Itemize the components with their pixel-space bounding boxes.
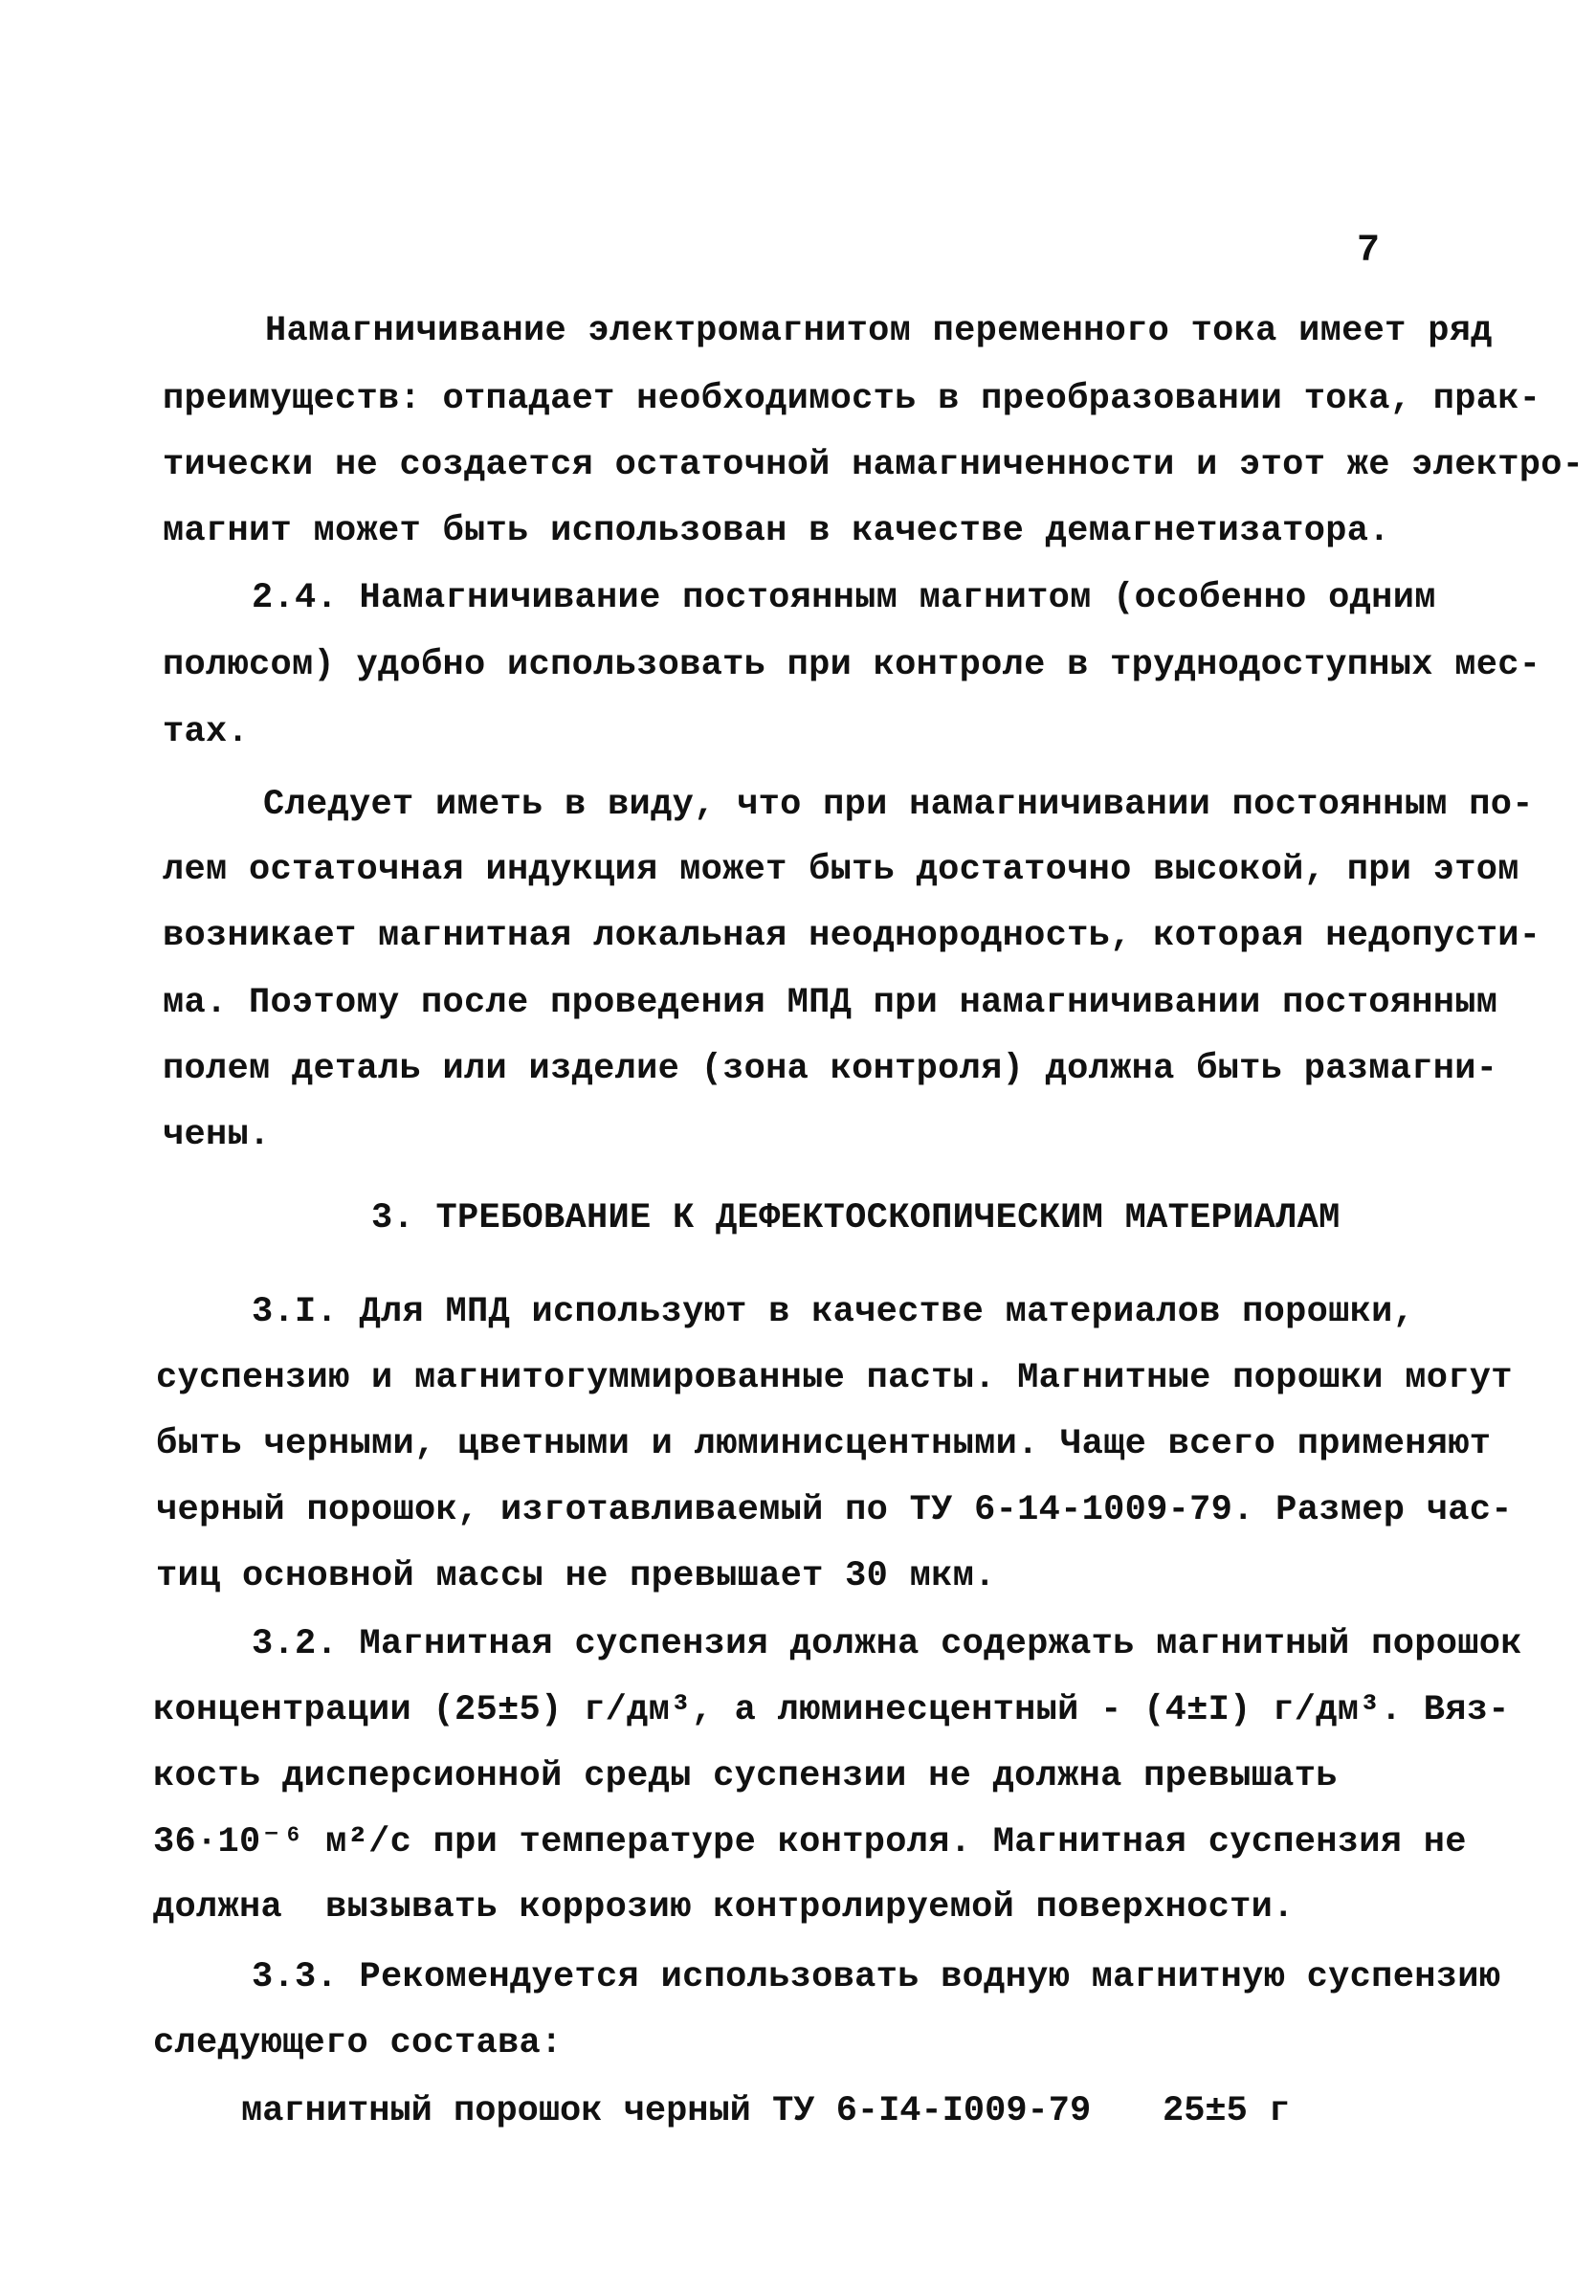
page-number: 7 [1357,230,1381,273]
text-line: Намагничивание электромагнитом переменного тока имеет ряд [265,311,1493,351]
text-line: полем деталь или изделие (зона контроля) должна быть размагни- [163,1049,1498,1089]
text-line: ма. Поэтому после проведения МПД при намагничивании постоянным [163,983,1498,1023]
text-line: 2.4. Намагничивание постоянным магнитом (особенно одним [252,578,1436,618]
text-line: должна вызывать коррозию контролируемой поверхности. [153,1887,1295,1928]
text-line: 3.3. Рекомендуется использовать водную магнитную суспензию [252,1957,1501,1997]
text-line: 3.2. Магнитная суспензия должна содержать магнитный порошок [252,1624,1522,1664]
text-line: черный порошок, изготавливаемый по ТУ 6-14-1009-79. Размер час- [156,1490,1513,1530]
text-line: тиц основной массы не превышает 30 мкм. [156,1556,996,1596]
section-heading: 3. ТРЕБОВАНИЕ К ДЕФЕКТОСКОПИЧЕСКИМ МАТЕРИАЛАМ [371,1198,1341,1238]
text-line: преимуществ: отпадает необходимость в преобразовании тока, прак- [163,379,1541,419]
text-line: тах. [163,712,250,752]
text-line: возникает магнитная локальная неоднородность, которая недопусти- [163,916,1541,956]
composition-item-name: магнитный порошок черный ТУ 6-I4-I009-79 [241,2091,1092,2131]
text-line: 36·10⁻⁶ м²/с при температуре контроля. Магнитная суспензия не [153,1822,1467,1862]
text-line: Следует иметь в виду, что при намагничивании постоянным по- [263,785,1534,825]
composition-item-amount: 25±5 г [1163,2091,1291,2131]
text-line: кость дисперсионной среды суспензии не должна превышать [153,1756,1338,1796]
text-line: чены. [163,1115,271,1155]
text-line: лем остаточная индукция может быть достаточно высокой, при этом [163,850,1519,890]
text-line: полюсом) удобно использовать при контроле в труднодоступных мес- [163,645,1541,685]
text-line: 3.I. Для МПД используют в качестве материалов порошки, [252,1292,1415,1332]
text-line: быть черными, цветными и люминисцентными. Чаще всего применяют [156,1424,1492,1464]
text-line: концентрации (25±5) г/дм³, а люминесцентный - (4±I) г/дм³. Вяз- [153,1690,1510,1730]
text-line: магнит может быть использован в качестве демагнетизатора. [163,511,1390,551]
text-line: следующего состава: [153,2023,563,2063]
text-line: суспензию и магнитогуммированные пасты. Магнитные порошки могут [156,1358,1513,1398]
text-line: тически не создается остаточной намагниченности и этот же электро- [163,445,1585,485]
